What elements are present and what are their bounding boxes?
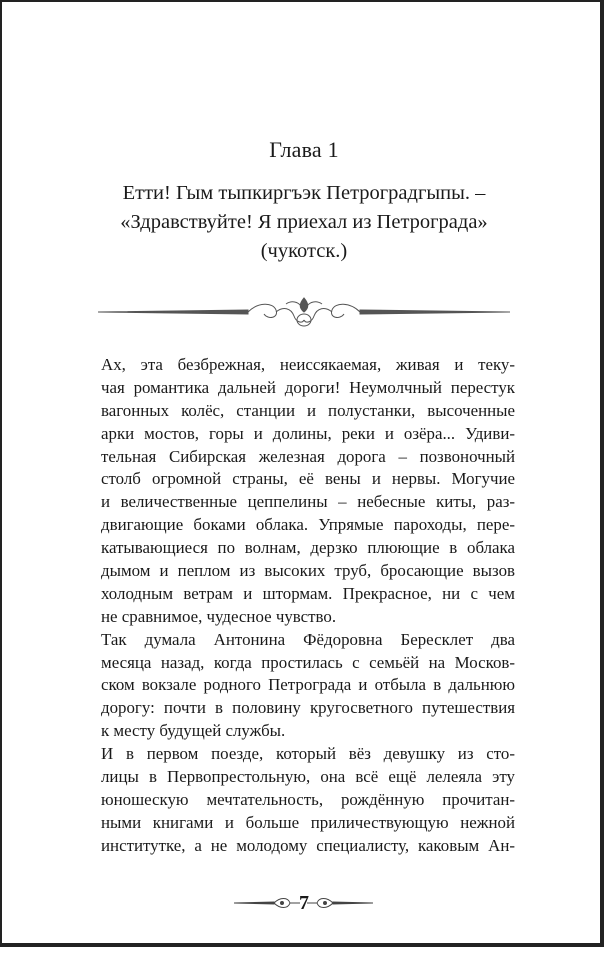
text-line: чая романтика дальней дороги! Неумолчный перестук (101, 377, 515, 397)
text-line: арки мостов, горы и долины, реки и озёра... Удиви- (101, 423, 515, 443)
paragraph (101, 354, 515, 629)
text-line: месяца назад, когда простилась с семьёй на Москов- (101, 652, 515, 672)
text-line: юношескую мечтательность, рождённую прочитан- (101, 789, 515, 809)
epigraph-line: (чукотск.) (260, 240, 348, 262)
body-text (101, 354, 515, 858)
chapter-divider-ornament (98, 292, 510, 332)
text-line: Ах, эта безбрежная, неиссякаемая, живая и теку- (101, 355, 515, 374)
text-line: двигающие боками облака. Упрямые пароходы, пере- (101, 515, 515, 535)
text-line: ными книгами и больше приличествующую нежной (101, 812, 515, 832)
chapter-title: Глава 1 (269, 137, 339, 162)
text-line: столб огромной страны, её вены и нервы. Могучие (101, 469, 515, 489)
paragraph (101, 743, 515, 857)
text-line: дорогу: почти в половину кругосветного путешествия (101, 698, 515, 718)
text-line: лицы в Первопрестольную, она всё ещё лелеяла эту (101, 767, 515, 787)
text-line: ском вокзале родного Петрограда и отбыла в дальнюю (101, 675, 515, 695)
paragraph (101, 629, 515, 743)
epigraph-line: «Здравствуйте! Я приехал из Петрограда» (120, 211, 488, 233)
page-number: 7 (299, 892, 309, 914)
epigraph (2, 179, 606, 266)
text-line: катывающиеся по волнам, дерзко плюющие в облака (101, 538, 515, 558)
text-line: и величественные цеппелины – небесные киты, раз- (101, 492, 515, 512)
text-line: дымом и пеплом из высоких труб, бросающие вызов (101, 561, 515, 581)
text-line: вагонных колёс, станции и полустанки, высоченные (101, 400, 515, 420)
page-footer (2, 888, 606, 918)
text-line: тельная Сибирская железная дорога – позвоночный (101, 446, 515, 466)
text-line: Так думала Антонина Фёдоровна Бересклет два (101, 629, 515, 649)
text-line: к месту будущей службы. (101, 721, 286, 741)
footer-ornament-right (305, 896, 373, 910)
text-line: И в первом поезде, который вёз девушку из сто- (101, 744, 515, 764)
text-line: не сравнимое, чудесное чувство. (101, 606, 337, 626)
text-line: холодным ветрам и штормам. Прекрасное, ни с чем (101, 583, 515, 603)
text-line: институтке, а не молодому специалисту, каковым Ан- (101, 835, 515, 855)
epigraph-line: Етти! Гым тыпкиргъэк Петроградгыпы. – (122, 182, 486, 204)
